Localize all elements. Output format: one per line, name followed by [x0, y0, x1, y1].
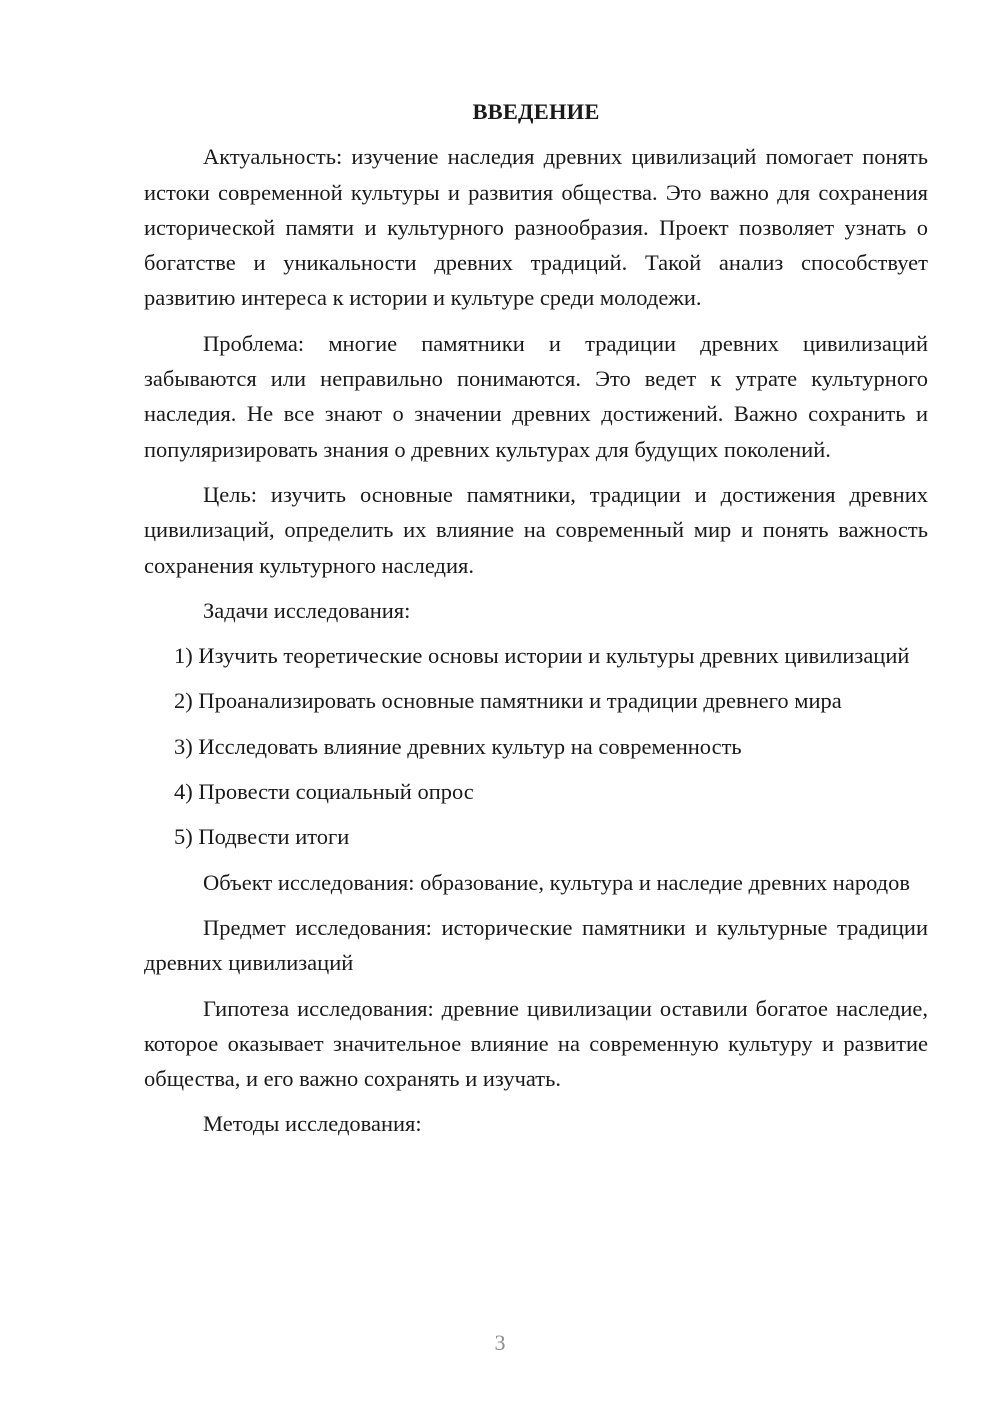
object-paragraph: Объект исследования: образование, культура и наследие древних народов [203, 869, 910, 895]
goal-paragraph: Цель: изучить основные памятники, традиции и достижения древних цивилизаций, определить их влияние на современный мир и понять важность сохранения культурного наследия. [144, 481, 928, 578]
relevance-paragraph: Актуальность: изучение наследия древних цивилизаций помогает понять истоки современной культуры и развития общества. Это важно для сохранения исторической памяти и культурного разнообразия. Проект позволяет узнать о богатстве и уникальности древних традиций. Такой анализ способствует развитию интереса к истории и культуре среди молодежи. [144, 144, 928, 311]
page-number: 3 [494, 1330, 506, 1355]
task-item: 5) Подвести итоги [174, 824, 350, 850]
subject-paragraph: Предмет исследования: исторические памятники и культурные традиции древних цивилизаций [144, 914, 928, 976]
tasks-heading: Задачи исследования: [203, 597, 411, 623]
task-item: 2) Проанализировать основные памятники и традиции древнего мира [174, 688, 842, 714]
task-item: 3) Исследовать влияние древних культур на современность [174, 733, 742, 759]
task-item: 4) Провести социальный опрос [174, 779, 474, 805]
hypothesis-paragraph: Гипотеза исследования: древние цивилизации оставили богатое наследие, которое оказывает значительное влияние на современную культуру и развитие общества, и его важно сохранять и изучать. [144, 995, 928, 1092]
task-item: 1) Изучить теоретические основы истории и культуры древних цивилизаций [174, 643, 910, 669]
section-title: ВВЕДЕНИЕ [472, 99, 600, 124]
problem-paragraph: Проблема: многие памятники и традиции древних цивилизаций забываются или неправильно понимаются. Это ведет к утрате культурного наследия. Не все знают о значении древних достижений. Важно сохранить и популяризировать знания о древних культурах для будущих поколений. [144, 330, 928, 462]
page-content [144, 94, 928, 1152]
methods-heading: Методы исследования: [203, 1111, 422, 1137]
